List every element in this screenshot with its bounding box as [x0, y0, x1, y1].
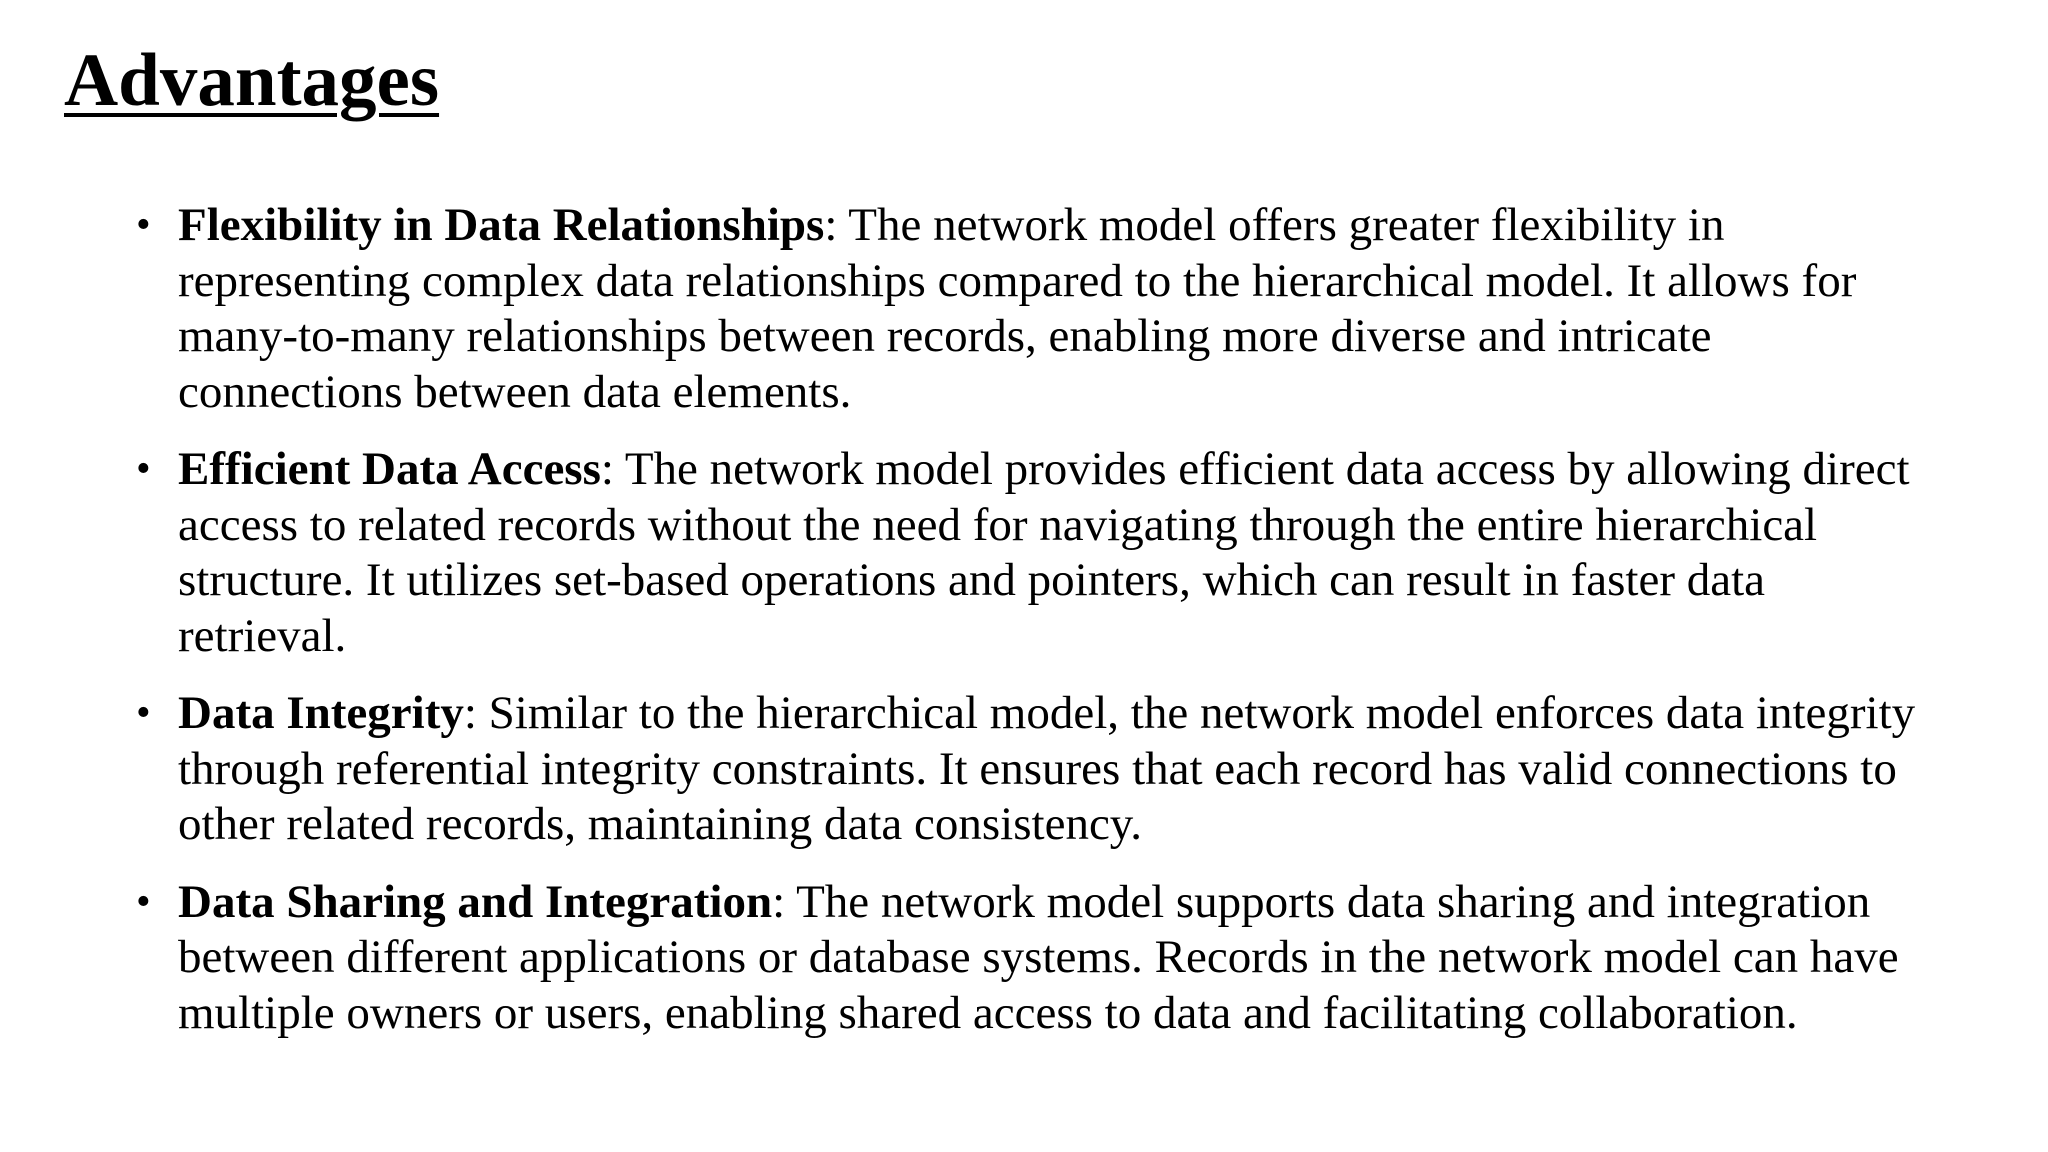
bullet-list — [132, 198, 1942, 1063]
bullet-dot-icon: • — [136, 690, 151, 736]
bullet-dot-icon: • — [136, 446, 151, 492]
bullet-text: : The network model offers greater flexibility in representing complex data relationships compared to the hierarchical model. It allows for many-to-many relationships between records, enabling more diverse and intricate connections between data elements. — [178, 199, 1857, 418]
bullet-term: Data Integrity — [178, 687, 464, 739]
bullet-term: Flexibility in Data Relationships — [178, 199, 825, 251]
bullet-term: Efficient Data Access — [178, 443, 601, 495]
bullet-item-efficient-access — [132, 442, 1942, 664]
bullet-item-data-sharing — [132, 875, 1942, 1042]
bullet-item-flexibility — [132, 198, 1942, 420]
bullet-item-data-integrity — [132, 686, 1942, 853]
bullet-dot-icon: • — [136, 878, 151, 925]
bullet-dot-icon: • — [136, 202, 151, 248]
bullet-text: : The network model supports data sharing and integration between different applications or database systems. Records in the network model can have multiple owners or users, enabling shared access to data and facilitating collaboration. — [178, 875, 1899, 1039]
bullet-term: Data Sharing and Integration — [178, 875, 773, 928]
slide-title: Advantages — [64, 39, 440, 122]
bullet-text: : The network model provides efficient data access by allowing direct access to related records without the need for navigating through the entire hierarchical structure. It utilizes set-based operations and pointers, which can result in faster data retrieval. — [178, 443, 1910, 662]
bullet-text: : Similar to the hierarchical model, the network model enforces data integrity through referential integrity constraints. It ensures that each record has valid connections to other related records, maintaining data consistency. — [178, 687, 1916, 850]
